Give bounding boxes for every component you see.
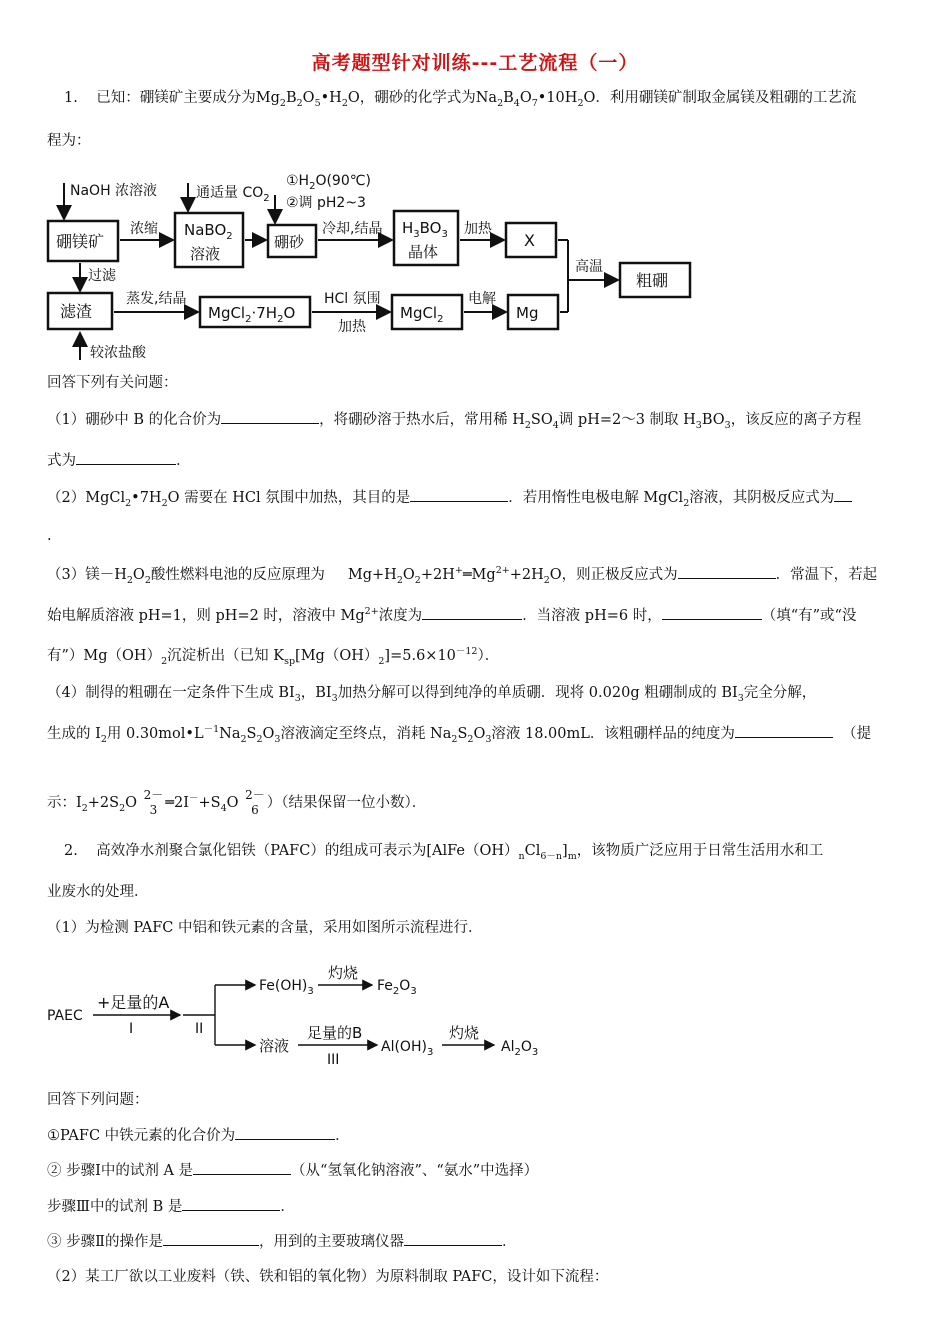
label-mgcl2-7h2o: $MgCl_2\cdot 7H_2O$ (208, 304, 296, 325)
sub: 3 (485, 733, 492, 745)
label-burn2: 灼烧 (449, 1024, 480, 1042)
sub: 2 (144, 574, 151, 586)
charge-fraction (245, 788, 265, 818)
label-step-iii: III (327, 1052, 340, 1068)
text: ）． (477, 648, 500, 664)
label-hcl: HCl 氛围 (324, 291, 381, 307)
text: ，用到的主要玻璃仪器 (258, 1234, 404, 1250)
text: ③ 步骤Ⅱ的操作是 (47, 1234, 163, 1250)
label-burn1: 灼烧 (328, 964, 359, 982)
text: 式为 (47, 453, 76, 469)
label-high-temp: 高温 (575, 259, 603, 275)
label-heat2: 加热 (338, 319, 366, 335)
text: 溶液 18.00mL．该粗硼样品的纯度为 (491, 726, 735, 742)
label-borax: 硼砂 (274, 233, 305, 251)
answer-blank[interactable] (834, 487, 852, 502)
sub: 2 (577, 97, 584, 109)
sub: 2 (279, 97, 286, 109)
sub: 3 (331, 692, 338, 704)
answer-blank[interactable] (678, 564, 776, 579)
q1-part4-line2 (47, 723, 871, 744)
label-electrolysis: 电解 (468, 291, 496, 307)
label-cool: 冷却,结晶 (322, 221, 383, 237)
text: ．当溶液 pH=6 时， (522, 608, 662, 624)
sub: 2 (240, 733, 247, 745)
sub: 2 (119, 802, 126, 814)
text: B (503, 90, 514, 106)
sub: 7 (531, 97, 538, 109)
text: SO (530, 412, 553, 428)
answer-blank[interactable] (163, 1231, 259, 1246)
q2-intro-line2: 业废水的处理． (47, 884, 149, 900)
q2-number: 2. (64, 843, 78, 859)
text: O，硼砂的化学式为Na (347, 90, 498, 106)
text: Mg+H (347, 567, 397, 583)
text: [Mg（OH） (295, 648, 379, 664)
sup: 2+ (364, 606, 379, 618)
sub: 2 (467, 733, 474, 745)
text: O (226, 795, 239, 811)
sub: n (518, 850, 525, 862)
text: （4）制得的粗硼在一定条件下生成 BI (47, 685, 295, 701)
label-reagent-a: +足量的A (97, 993, 170, 1012)
text: ． (176, 453, 191, 469)
q1-part2-line1 (47, 487, 852, 508)
sub: 2 (524, 419, 531, 431)
sub: 2 (125, 497, 132, 509)
text: （从“氢氧化钠溶液”、“氨水”中选择） (291, 1163, 539, 1179)
answer-blank[interactable] (662, 605, 762, 620)
answer-blank[interactable] (422, 605, 522, 620)
text: （2）MgCl (47, 490, 126, 506)
sub: 2 (161, 497, 168, 509)
text: （3）镁－H (47, 567, 127, 583)
text: ． (335, 1128, 350, 1144)
sub: 4 (220, 802, 227, 814)
answer-blank[interactable] (221, 409, 319, 424)
text: 酸性燃料电池的反应原理为 (150, 567, 325, 583)
text: O (402, 567, 415, 583)
text: （填“有”或“没 (761, 608, 857, 624)
text: ，该反应的离子方程 (730, 412, 862, 428)
sub: 2 (396, 574, 403, 586)
sub: sp (284, 655, 296, 667)
sub: 2 (81, 802, 88, 814)
text: 沉淀析出（已知 K (167, 648, 285, 664)
text: •10H (537, 90, 578, 106)
q2-answer-3 (47, 1196, 295, 1217)
q2-intro-line1 (64, 841, 823, 861)
sub: 2 (451, 733, 458, 745)
text: •H (320, 90, 342, 106)
q1-intro-line1 (64, 88, 856, 108)
q2-answer-2 (47, 1160, 538, 1181)
sub: 3 (724, 419, 731, 431)
text: O (262, 726, 275, 742)
sub: 2 (378, 655, 385, 667)
text: O (302, 90, 315, 106)
text: +2S (87, 795, 120, 811)
text: O (132, 567, 145, 583)
label-co2: 通适量 $CO_2$ (196, 185, 270, 204)
q2-answer-1 (47, 1125, 350, 1146)
text: B (285, 90, 297, 106)
answer-blank[interactable] (404, 1231, 502, 1246)
text: ，该物质广泛应用于日常生活用水和工 (576, 843, 824, 859)
label-evap: 蒸发,结晶 (126, 291, 187, 307)
sub: 2 (543, 574, 550, 586)
text: ．常温下，若起 (775, 567, 878, 583)
label-aloh3: $Al(OH)_3$ (381, 1039, 434, 1058)
text: Na (219, 726, 241, 742)
text: ═2I (165, 795, 189, 811)
text: •7H (131, 490, 162, 506)
text: +2H (420, 567, 455, 583)
text: 完全分解， (743, 685, 817, 701)
q1-part3-line3 (47, 646, 499, 666)
text: ]=5.6×10 (384, 648, 456, 664)
q2-answer-4 (47, 1231, 516, 1252)
text: S (246, 726, 257, 742)
label-al2o3: $Al_2O_3$ (501, 1039, 539, 1058)
sub: 2 (126, 574, 133, 586)
q2-answer-intro: 回答下列问题： (47, 1092, 149, 1108)
q2-part2: （2）某工厂欲以工业废料（铁、铁和铝的氧化物）为原料制取 PAFC，设计如下流程： (47, 1269, 609, 1285)
label-filter: 过滤 (88, 268, 116, 284)
label-fe2o3: $Fe_2O_3$ (377, 978, 417, 997)
charge-fraction (144, 788, 164, 818)
label-mg: Mg (516, 304, 539, 322)
sub: 2 (161, 655, 168, 667)
sub: 2 (683, 497, 690, 509)
text: ═Mg (462, 567, 496, 583)
text: ② 步骤Ⅰ中的试剂 A 是 (47, 1163, 194, 1179)
label-paec: PAEC (47, 1008, 83, 1024)
q1-part3-line1 (47, 564, 877, 585)
sub: 3 (695, 419, 702, 431)
label-nabo2: NaBO$_2$ (184, 221, 233, 242)
label-heat: 加热 (464, 221, 492, 237)
text: O 需要在 HCl 氛围中加热，其目的是 (167, 490, 411, 506)
label-residue: 滤渣 (60, 302, 93, 321)
text: O，则正极反应式为 (549, 567, 678, 583)
label-step-i: I (129, 1021, 134, 1037)
text: （1）硼砂中 B 的化合价为 (47, 412, 222, 428)
label-feoh3: $Fe(OH)_3$ (259, 978, 314, 997)
label-hcl-conc: 较浓盐酸 (90, 345, 146, 361)
answer-blank[interactable] (735, 723, 833, 738)
label-step2: ②调 pH2~3 (286, 195, 366, 211)
frac-bottom: 6 (251, 803, 259, 817)
answer-blank[interactable] (76, 450, 176, 465)
page-title: 高考题型针对训练---工艺流程（一） (311, 52, 639, 74)
text: O (519, 90, 532, 106)
text: ． (501, 1234, 517, 1250)
text: +2H (509, 567, 544, 583)
sup: －1 (203, 724, 220, 736)
sup: － (188, 793, 199, 805)
label-nabo2-solution: 溶液 (190, 245, 221, 263)
text: 步骤Ⅲ中的试剂 B 是 (47, 1199, 183, 1215)
text: O (473, 726, 486, 742)
answer-blank[interactable] (193, 1160, 291, 1175)
sub: 2 (414, 574, 421, 586)
label-mgcl2: MgCl$_2$ (400, 304, 444, 325)
q2-flow-diagram (45, 960, 565, 1070)
sub: 3 (274, 733, 281, 745)
text: 生成的 I (47, 726, 101, 742)
label-crude-b: 粗硼 (636, 271, 669, 290)
q1-part4-line3 (47, 788, 426, 818)
text: （提 (842, 726, 872, 742)
text: 始电解质溶液 pH=1，则 pH=2 时，溶液中 Mg (47, 608, 365, 624)
sup: + (454, 565, 463, 577)
sub: 6－n (540, 850, 563, 862)
answer-blank[interactable] (182, 1196, 280, 1211)
text: 溶液，其阴极反应式为 (689, 490, 835, 506)
text: O．利用硼镁矿制取金属镁及粗硼的工艺流 (583, 90, 857, 106)
text: 浓度为 (378, 608, 423, 624)
text: ，BI (300, 685, 332, 701)
label-step-ii: II (195, 1021, 204, 1037)
text: O (125, 795, 138, 811)
text: S (457, 726, 468, 742)
sub: 5 (314, 97, 321, 109)
text: ，将硼砂溶于热水后，常用稀 H (319, 412, 525, 428)
text: 高效净水剂聚合氯化铝铁（PAFC）的组成可表示为[AlFe（OH） (96, 843, 519, 859)
q1-part1-line2 (47, 450, 191, 471)
text: 示：I (47, 795, 82, 811)
text: ）（结果保留一位小数）． (266, 795, 427, 811)
text: ①PAFC 中铁元素的化合价为 (47, 1128, 236, 1144)
sub: 3 (294, 692, 301, 704)
sub: 2 (497, 97, 504, 109)
label-step1: $①H_2O(90℃)$ (286, 173, 371, 192)
label-x: X (524, 231, 535, 250)
sub: 2 (341, 97, 348, 109)
q2-part1: （1）为检测 PAFC 中铝和铁元素的含量，采用如图所示流程进行． (47, 920, 483, 936)
text: 有”）Mg（OH） (47, 648, 162, 664)
sub: 3 (737, 692, 744, 704)
sub: 2 (256, 733, 263, 745)
text: ． (280, 1199, 295, 1215)
label-reagent-b: 足量的B (307, 1024, 363, 1042)
text: 调 pH=2～3 制取 H (558, 412, 696, 428)
sub: m (567, 850, 577, 862)
sub: 4 (513, 97, 520, 109)
label-ore: 硼镁矿 (56, 232, 105, 251)
text: ] (562, 843, 568, 859)
q1-answer-intro: 回答下列有关问题： (47, 375, 178, 391)
text: 溶液滴定至终点，消耗 Na (280, 726, 452, 742)
answer-blank[interactable] (235, 1125, 335, 1140)
frac-top: 2－ (245, 788, 265, 802)
sup: －12 (455, 646, 478, 658)
q1-part2-line2: . (47, 528, 52, 544)
label-naoh: NaOH 浓溶液 (70, 183, 158, 199)
q1-part1-line1 (47, 409, 861, 430)
label-h3bo3: $H_3BO_3$ (402, 219, 448, 240)
text: BO (701, 412, 725, 428)
answer-blank[interactable] (410, 487, 508, 502)
text: Cl (524, 843, 541, 859)
q1-number: 1. (64, 90, 78, 106)
text: ．若用惰性电极电解 MgCl (508, 490, 684, 506)
sub: 2 (100, 733, 107, 745)
label-h3bo3-crystal: 晶体 (408, 243, 439, 261)
text: 用 0.30mol•L (106, 726, 204, 742)
q1-intro-text: 已知：硼镁矿主要成分为Mg (96, 90, 280, 106)
q1-part3-line2 (47, 605, 856, 626)
q1-intro-line2: 程为： (47, 133, 91, 149)
text: 加热分解可以得到纯净的单质硼．现将 0.020g 粗硼制成的 BI (337, 685, 738, 701)
q1-part4-line1 (47, 683, 816, 703)
text: +S (198, 795, 221, 811)
label-solution: 溶液 (259, 1037, 290, 1055)
frac-bottom: 3 (149, 803, 158, 817)
frac-top: 2－ (143, 788, 164, 802)
label-concentrate: 浓缩 (130, 221, 158, 237)
q1-flow-diagram (40, 165, 760, 365)
sub: 4 (552, 419, 559, 431)
sup: 2+ (495, 565, 510, 577)
sub: 2 (296, 97, 303, 109)
